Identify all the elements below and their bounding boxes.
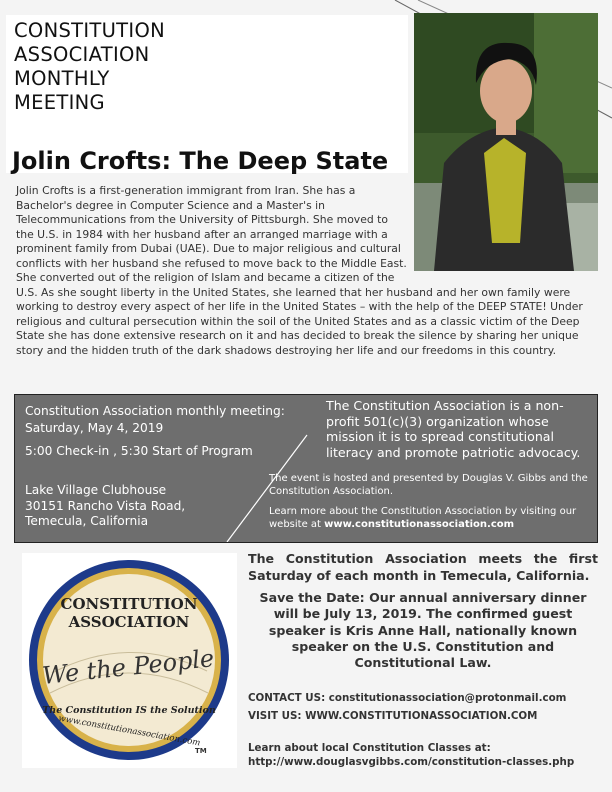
header-title-line: CONSTITUTION (14, 19, 165, 42)
meeting-label: Constitution Association monthly meeting: (25, 404, 285, 418)
association-logo (22, 553, 237, 768)
event-hosting-info (269, 473, 591, 539)
speaker-bio-text: Jolin Crofts is a first-generation immigrant from Iran. She has a Bachelor's degree in Computer Science and a Master's in Telecommunications from the University of Pittsburgh. She moved to the U.S. in 1984 with her husband after an arranged marriage with a prominent family from Dubai (UAE). Due to major religious and cultural conflicts with her husband she refused to move back to the Middle East. She converted out of the religion of Islam and became a citizen of the U.S. As she sought liberty in the United States, she learned that her husband and her own family were working to destroy every aspect of her life in the United States – with the help of the DEEP STATE! Under religious and cultural persecution within the soil of the United States and as a classic victim of the Deep State she has done extensive research on it and has decided to break the silence by sharing her unique story and the hidden truth of the dark shadows destroying her life and our freedoms in this country. (16, 184, 583, 357)
logo-url: www.constitutionassociation.com (57, 713, 202, 749)
header-title (14, 19, 165, 115)
photo-wrap-spacer (408, 184, 598, 272)
contact-email[interactable]: CONTACT US: constitutionassociation@protonmail.com (248, 692, 567, 704)
meeting-schedule: The Constitution Association meets the first Saturday of each month in Temecula, California. (248, 551, 598, 583)
header-title-line: MONTHLY (14, 67, 110, 90)
meeting-date: Saturday, May 4, 2019 (25, 421, 164, 435)
learn-more-text: Learn more about the Constitution Association by visiting our website at (269, 506, 577, 530)
association-about: The Constitution Association is a non-profit 501(c)(3) organization whose mission it is to spread constitutional literacy and promote patriotic advocacy. (326, 398, 581, 460)
logo-script: We the People (40, 644, 216, 690)
logo-tagline: The Constitution IS the Solution (42, 705, 216, 716)
logo-name-line2: ASSOCIATION (68, 613, 190, 631)
speaker-bio (16, 184, 598, 358)
website-link[interactable]: www.constitutionassociation.com (324, 518, 515, 530)
meeting-time: 5:00 Check-in , 5:30 Start of Program (25, 444, 253, 458)
event-when (25, 403, 285, 460)
speaker-headline: Jolin Crofts: The Deep State (12, 147, 389, 175)
hosted-by: The event is hosted and presented by Douglas V. Gibbs and the Constitution Association. (269, 473, 588, 497)
venue-city: Temecula, California (25, 514, 149, 528)
save-the-date: Save the Date: Our annual anniversary dinner will be July 13, 2019. The confirmed guest speaker is Kris Anne Hall, nationally known speaker on the U.S. Constitution and Constitutional Law. (259, 590, 587, 671)
venue-name: Lake Village Clubhouse (25, 483, 167, 497)
contact-website[interactable]: VISIT US: WWW.CONSTITUTIONASSOCIATION.COM (248, 709, 538, 722)
header-title-line: MEETING (14, 91, 105, 114)
event-where (25, 483, 185, 530)
learn-more (269, 506, 591, 531)
classes-block (248, 741, 574, 769)
contact-block (248, 690, 566, 725)
classes-link[interactable]: http://www.douglasvgibbs.com/constitution-classes.php (248, 756, 575, 768)
header-title-line: ASSOCIATION (14, 43, 150, 66)
classes-label: Learn about local Constitution Classes at: (248, 742, 491, 754)
event-details-box (14, 394, 598, 543)
trademark-mark: TM (195, 747, 207, 755)
logo-name-line1: CONSTITUTION (60, 595, 198, 613)
venue-street: 30151 Rancho Vista Road, (25, 498, 186, 513)
